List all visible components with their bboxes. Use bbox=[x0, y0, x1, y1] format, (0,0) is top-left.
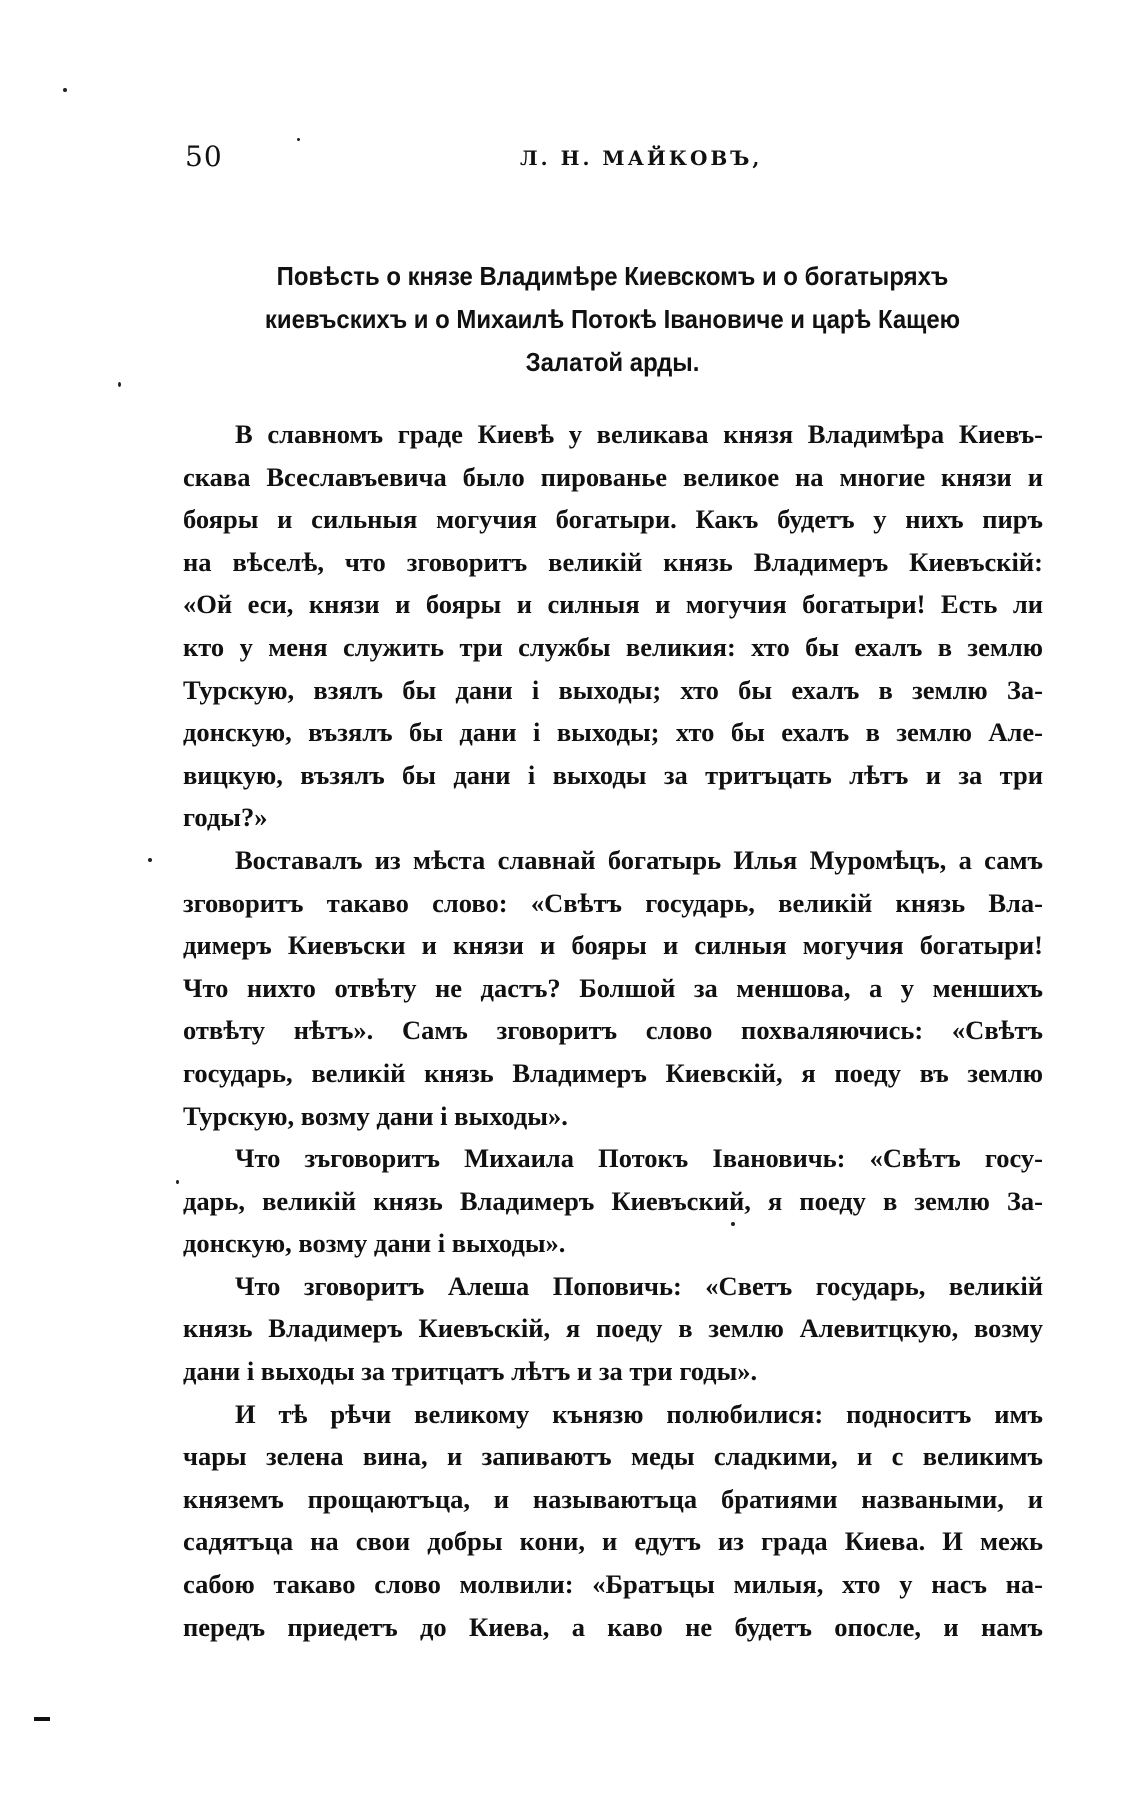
scan-dash bbox=[34, 1717, 50, 1721]
scan-speck bbox=[148, 858, 152, 862]
paragraph-3 bbox=[183, 1137, 1043, 1265]
scan-speck bbox=[176, 1180, 179, 1184]
paragraph-4 bbox=[183, 1265, 1043, 1393]
title-line: Повѣсть о князе Владимѣре Киевскомъ и о богатыряхъ bbox=[276, 261, 949, 291]
paragraph-5 bbox=[183, 1393, 1043, 1649]
title-line: Залатой арды. bbox=[525, 347, 700, 377]
text-line: кто у меня служить три службы великия: хто бы ехалъ в землю bbox=[183, 631, 1043, 662]
text-line: В славномъ граде Киевѣ у великава князя Владимѣра Киевъ- bbox=[235, 419, 1043, 449]
text-line: Воставалъ из мѣста славнай богатырь Илья Муромѣцъ, а самъ bbox=[235, 844, 1043, 875]
text-line: годы?» bbox=[183, 802, 268, 833]
text-line: дарь, великій князь Владимеръ Киевъский, я поеду в землю За- bbox=[183, 1185, 1043, 1216]
text-line: скава Всеславъевича было пированье великое на многие князи и bbox=[183, 461, 1043, 492]
running-head: Л. Н. МАЙКОВЪ, bbox=[520, 146, 763, 170]
text-line: И тѣ рѣчи великому кънязю полюбилися: подноситъ имъ bbox=[235, 1398, 1043, 1429]
body-text bbox=[183, 413, 1043, 1648]
text-line: бояры и сильныя могучия богатыри. Какъ будетъ у нихъ пиръ bbox=[183, 504, 1043, 535]
text-line: садятъца на свои добры кони, и едутъ из града Киева. И межь bbox=[183, 1526, 1043, 1557]
text-line: дани і выходы за тритцатъ лѣтъ и за три годы». bbox=[183, 1356, 758, 1387]
paragraph-2 bbox=[183, 839, 1043, 1137]
text-line: Турскую, возму дани і выходы». bbox=[183, 1100, 568, 1131]
text-line: Что нихто отвѣту не дастъ? Болшой за меншова, а у меншихъ bbox=[183, 972, 1043, 1003]
text-line: на вѣселѣ, что зговоритъ великій князь Владимеръ Киевъскій: bbox=[183, 546, 1043, 577]
text-line: князь Владимеръ Киевъскій, я поеду в землю Алевитцкую, возму bbox=[183, 1313, 1043, 1344]
text-line: государь, великій князь Владимеръ Киевскій, я поеду въ землю bbox=[183, 1057, 1043, 1088]
text-line: сабою такаво слово молвили: «Братъцы милыя, хто у насъ на- bbox=[183, 1569, 1043, 1600]
page-header bbox=[185, 140, 1040, 180]
text-line: Турскую, взялъ бы дани і выходы; хто бы ехалъ в землю За- bbox=[183, 674, 1043, 705]
text-line: зговоритъ такаво слово: «Свѣтъ государь, великій князь Вла- bbox=[183, 887, 1043, 918]
paragraph-1 bbox=[183, 413, 1043, 839]
text-line: чары зелена вина, и запиваютъ меды сладкими, и с великимъ bbox=[183, 1441, 1043, 1472]
text-line: «Ой еси, князи и бояры и силныя и могучия богатыри! Есть ли bbox=[183, 589, 1043, 620]
title-line: киевъскихъ и о Михаилѣ Потокѣ Івановиче и царѣ Кащею bbox=[264, 304, 961, 334]
text-line: отвѣту нѣтъ». Самъ зговоритъ слово похваляючись: «Свѣтъ bbox=[183, 1015, 1043, 1046]
text-line: Что зъговоритъ Михаила Потокъ Івановичь: «Свѣтъ госу- bbox=[235, 1143, 1043, 1174]
text-line: передъ приедетъ до Киева, а каво не будетъ опосле, и намъ bbox=[183, 1611, 1043, 1642]
chapter-title bbox=[219, 255, 1006, 384]
text-line: княземъ прощаютъца, и называютъца братиями назваными, и bbox=[183, 1483, 1043, 1514]
scan-speck bbox=[731, 1222, 735, 1226]
text-line: донскую, возму дани і выходы». bbox=[183, 1228, 566, 1259]
text-line: вицкую, възялъ бы дани і выходы за тритъцать лѣтъ и за три bbox=[183, 759, 1043, 790]
text-line: димеръ Киевъски и князи и бояры и силныя могучия богатыри! bbox=[183, 930, 1043, 961]
scan-speck bbox=[297, 138, 300, 141]
scan-speck bbox=[118, 382, 121, 387]
text-line: донскую, възялъ бы дани і выходы; хто бы ехалъ в землю Але- bbox=[183, 717, 1043, 748]
page-number: 50 bbox=[185, 140, 223, 173]
text-line: Что зговоритъ Алеша Поповичь: «Светъ государь, великій bbox=[235, 1270, 1043, 1301]
scan-speck bbox=[63, 88, 67, 92]
